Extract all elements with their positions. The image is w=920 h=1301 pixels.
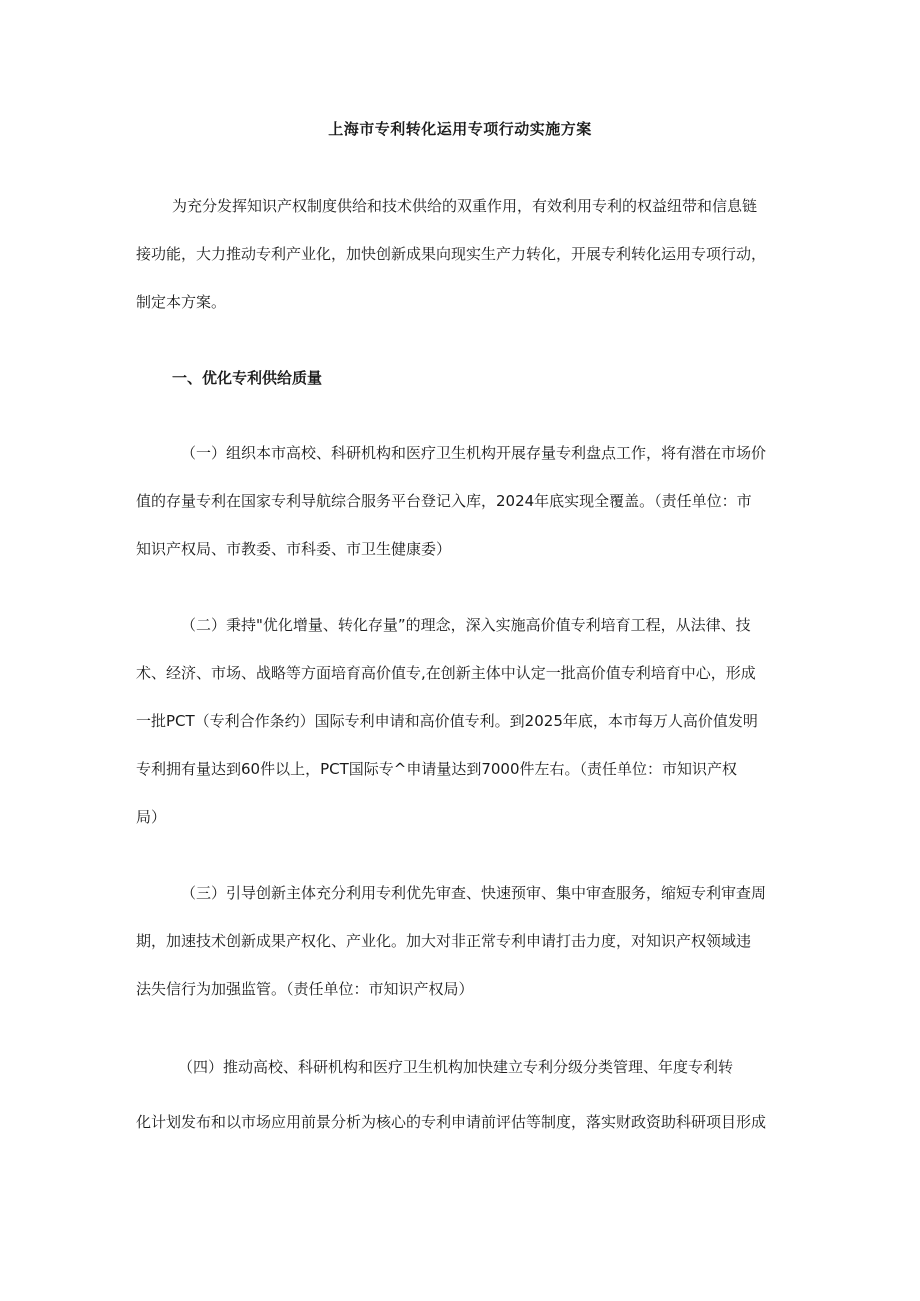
intro-line-3: 制定本方案。 xyxy=(136,293,227,311)
item1-line-3: 知识产权局、市教委、市科委、市卫生健康委） xyxy=(136,540,452,558)
item3-line-3: 法失信行为加强监管。（责任单位：市知识产权局） xyxy=(136,980,474,998)
document-title: 上海市专利转化运用专项行动实施方案 xyxy=(328,120,592,138)
item2-line-1: （二）秉持"优化增量、转化存量”的理念，深入实施高价值专利培育工程，从法律、技 xyxy=(181,616,751,634)
item2-line-3: 一批PCT（专利合作条约）国际专利申请和高价值专利。到2025年底，本市每万人高价值发明 xyxy=(136,712,758,730)
section-heading: 一、优化专利供给质量 xyxy=(172,369,323,387)
intro-line-2: 接功能，大力推动专利产业化，加快创新成果向现实生产力转化，开展专利转化运用专项行动， xyxy=(136,245,767,263)
item3-line-1: （三）引导创新主体充分利用专利优先审查、快速预审、集中审查服务，缩短专利审查周 xyxy=(181,884,767,902)
item1-line-1: （一）组织本市高校、科研机构和医疗卫生机构开展存量专利盘点工作，将有潜在市场价 xyxy=(181,444,767,462)
item4-line-2: 化计划发布和以市场应用前景分析为核心的专利申请前评估等制度，落实财政资助科研项目形成 xyxy=(136,1113,767,1131)
item4-line-1: （四）推动高校、科研机构和医疗卫生机构加快建立专利分级分类管理、年度专利转 xyxy=(178,1058,734,1076)
item2-line-2: 术、经济、市场、战略等方面培育高价值专,在创新主体中认定一批高价值专利培育中心，形成 xyxy=(136,664,756,682)
item3-line-2: 期，加速技术创新成果产权化、产业化。加大对非正常专利申请打击力度，对知识产权领域违 xyxy=(136,932,752,950)
item1-line-2: 值的存量专利在国家专利导航综合服务平台登记入库，2024年底实现全覆盖。（责任单位：市 xyxy=(136,492,752,510)
item2-line-4: 专利拥有量达到60件以上，PCT国际专^申请量达到7000件左右。（责任单位：市知识产权 xyxy=(136,760,738,778)
intro-line-1: 为充分发挥知识产权制度供给和技术供给的双重作用，有效利用专利的权益纽带和信息链 xyxy=(172,197,758,215)
item2-line-5: 局） xyxy=(136,808,167,826)
